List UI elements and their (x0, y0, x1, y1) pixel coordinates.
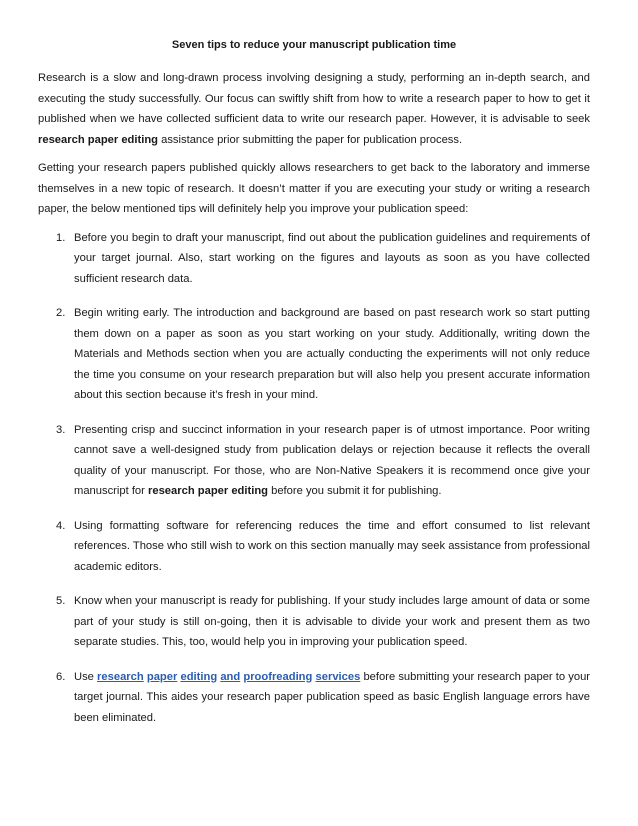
tip-item-5 (38, 591, 590, 653)
tip-item-2 (38, 303, 590, 406)
link-editing[interactable]: editing (180, 670, 218, 683)
tip-text: Know when your manuscript is ready for publishing. If your study includes large amount of data or some part of your study is still on-going, then it is advisable to divide your work and present them as two separate studies. This, too, would help you in improving your publication speed. (74, 595, 590, 648)
tip-item-1 (38, 228, 590, 290)
tip-number: 3. (56, 423, 66, 436)
tip-lead: Use (74, 670, 98, 683)
tip-text: Presenting crisp and succinct information in your research paper is of utmost importance. Poor writing cannot save a well-designed study from publication delays or rejection because it reflects the overall quality of your manuscript. For those, who are Non-Native Speakers it is recommend once give your manuscript for (74, 423, 590, 497)
document-title: Seven tips to reduce your manuscript publication time (171, 39, 457, 51)
intro-text: Research is a slow and long-drawn process involving designing a study, performing an in-depth search, and executing the study successfully. Our focus can swiftly shift from how to write a research paper to how to get it published when we have collected sufficient data to write our research paper. However, it is advisable to seek (38, 72, 590, 125)
tip-number: 6. (56, 670, 66, 683)
link-and[interactable]: and (220, 670, 241, 683)
link-services[interactable]: services (315, 670, 361, 683)
tip-bold-phrase: research paper editing (148, 485, 268, 497)
tip-item-3 (38, 420, 590, 502)
tip-item-6 (38, 667, 590, 729)
tip-text: Begin writing early. The introduction and background are based on past research work so start putting them down on a paper as soon as you start working on your study. Additionally, writing down the Materials and Methods section when you are actually conducting the experiments will not only reduce the time you consume on your research preparation but will also help you present accurate information about this section because it’s fresh in your mind. (74, 307, 590, 401)
link-paper[interactable]: paper (146, 670, 178, 683)
intro-bold-phrase: research paper editing (38, 133, 158, 146)
tip-text: Using formatting software for referencing reduces the time and effort consumed to list relevant references. Those who still wish to work on this section manually may seek assistance from professional academic editors. (74, 519, 590, 573)
tips-list (38, 228, 590, 729)
tip-number: 4. (56, 519, 66, 532)
intro-paragraph-1 (38, 68, 590, 150)
tip-number: 1. (56, 231, 66, 244)
tip-text-end: before you submit it for publishing. (268, 485, 442, 497)
tip-item-4 (38, 516, 590, 578)
link-proofreading[interactable]: proofreading (243, 670, 313, 683)
tip-number: 5. (56, 595, 66, 607)
intro-text-end: assistance prior submitting the paper for publication process. (158, 133, 463, 146)
intro-paragraph-2: Getting your research papers published quickly allows researchers to get back to the laboratory and immerse themselves in a new topic of research. It doesn’t matter if you are executing your study or writing a research paper, the below mentioned tips will definitely help you improve your publication speed: (38, 162, 590, 215)
tip-text: Before you begin to draft your manuscript, find out about the publication guidelines and requirements of your target journal. Also, start working on the figures and layouts as soon as you have collected sufficient research data. (74, 231, 590, 285)
tip-number: 2. (56, 307, 66, 319)
link-research[interactable]: research (97, 670, 144, 683)
tip-text: before submitting your research paper to your target journal. This aides your research paper publication speed as basic English language errors have been eliminated. (74, 670, 591, 724)
